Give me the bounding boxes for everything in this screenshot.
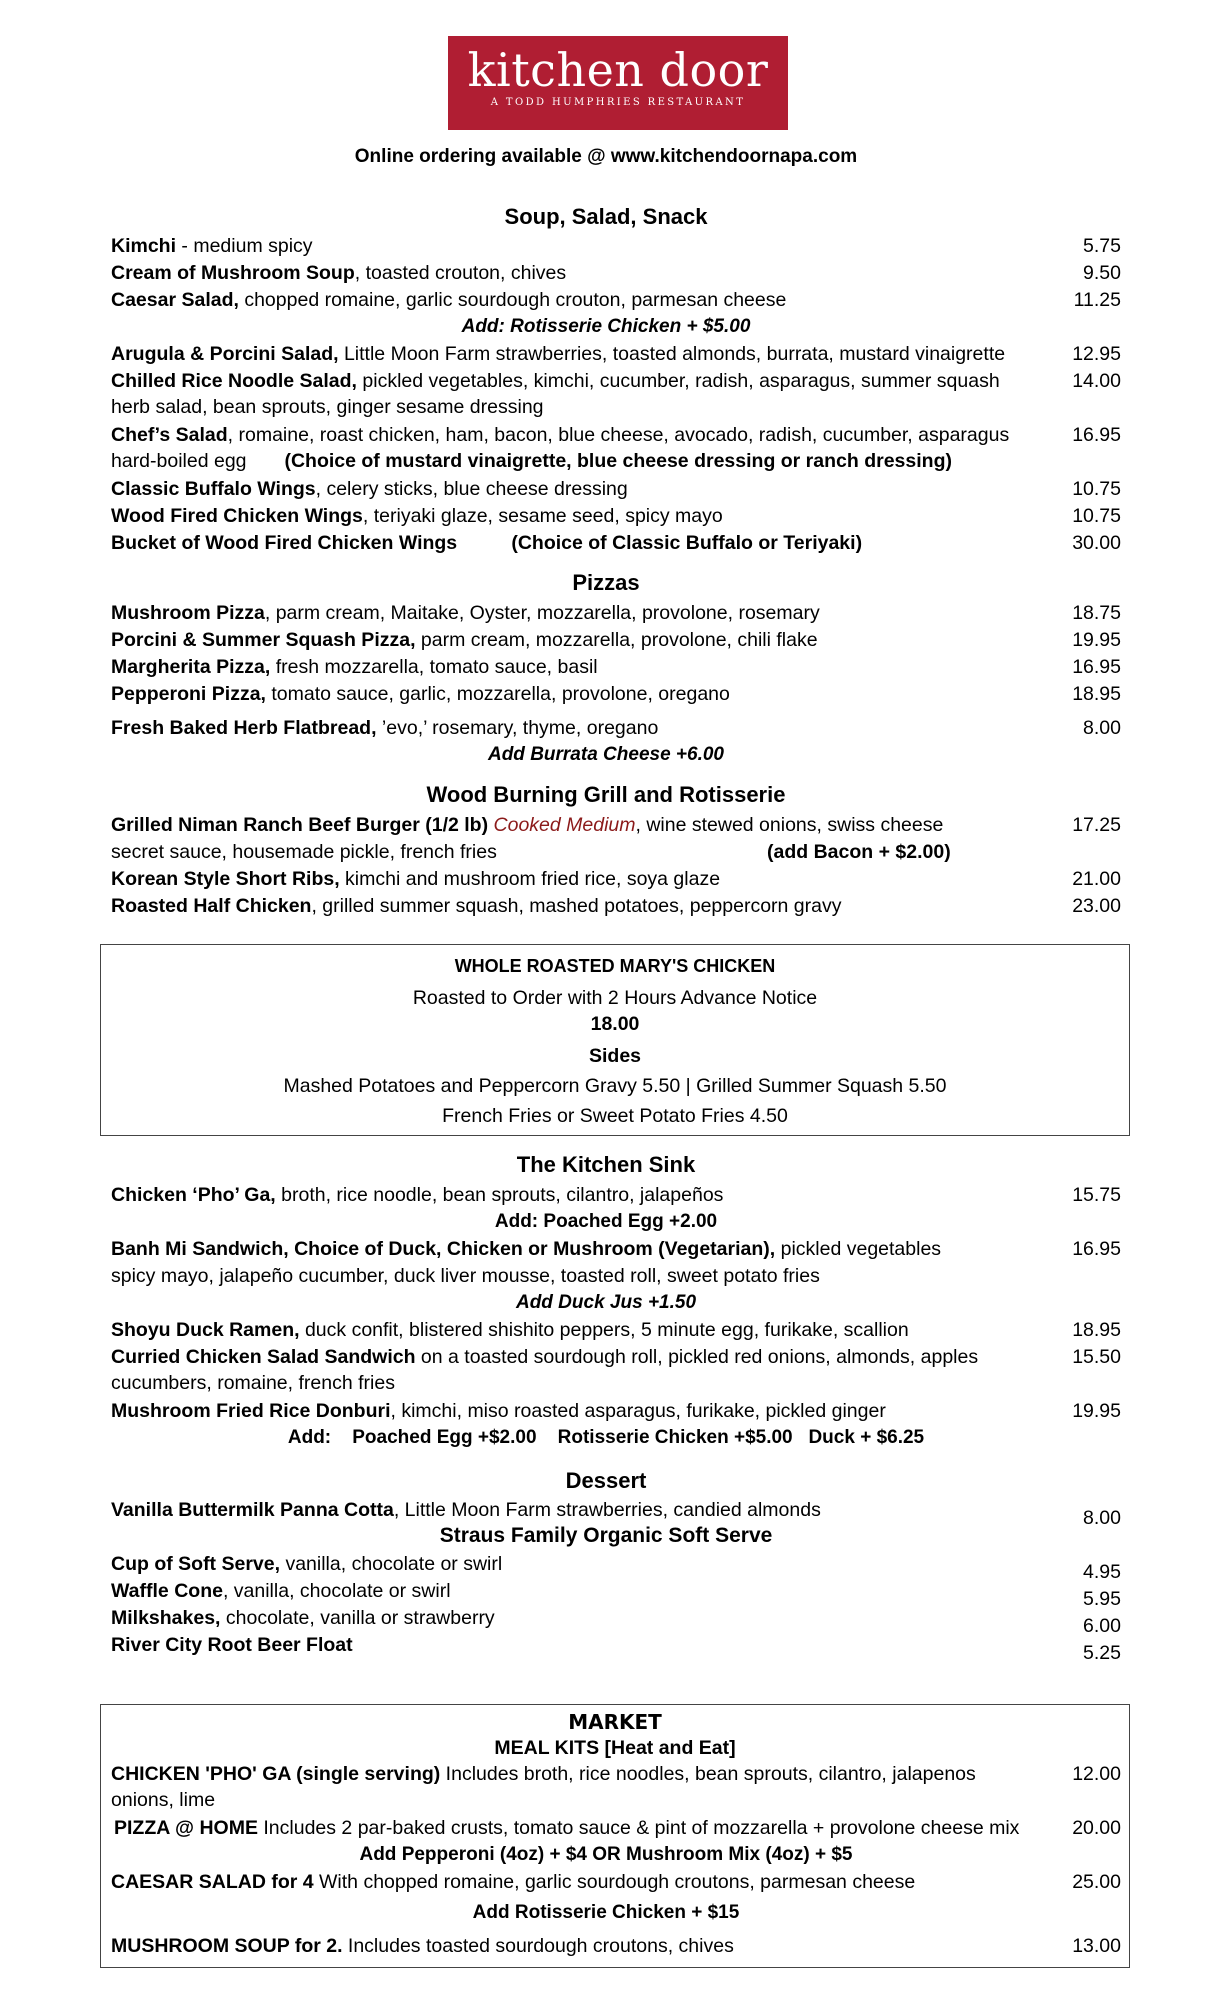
addon-note: Add: Rotisserie Chicken + $5.00 bbox=[461, 316, 751, 337]
sides-line: French Fries or Sweet Potato Fries 4.50 bbox=[442, 1105, 788, 1127]
box-text: Roasted to Order with 2 Hours Advance Notice bbox=[412, 987, 818, 1009]
menu-item: Chicken ‘Pho’ Ga, broth, rice noodle, bean sprouts, cilantro, jalapeños 15.75 bbox=[111, 1184, 1121, 1206]
menu-item: Arugula & Porcini Salad, Little Moon Farm strawberries, toasted almonds, burrata, mustard vinaigrette 12.95 bbox=[111, 343, 1121, 365]
market-subtitle: MEAL KITS [Heat and Eat] bbox=[494, 1737, 736, 1759]
menu-item: Wood Fired Chicken Wings, teriyaki glaze, sesame seed, spicy mayo 10.75 bbox=[111, 505, 1121, 527]
menu-item: River City Root Beer Float 5.25 bbox=[111, 1634, 1121, 1664]
market-item: CAESAR SALAD for 4 With chopped romaine, garlic sourdough croutons, parmesan cheese 25.00 bbox=[111, 1871, 1121, 1893]
menu-item: Curried Chicken Salad Sandwich on a toasted sourdough roll, pickled red onions, almonds, apples cucumbers, romaine, french fries 15.50 bbox=[111, 1346, 1121, 1394]
sides-title: Sides bbox=[588, 1045, 642, 1067]
online-ordering-note: Online ordering available @ www.kitchendoornapa.com bbox=[354, 146, 858, 167]
addon-note: Add Duck Jus +1.50 bbox=[515, 1292, 697, 1313]
market-item: CHICKEN 'PHO' GA (single serving) Includes broth, rice noodles, bean sprouts, cilantro, jalapenos onions, lime 12.00 bbox=[111, 1763, 1121, 1811]
menu-item: Roasted Half Chicken, grilled summer squash, mashed potatoes, peppercorn gravy 23.00 bbox=[111, 895, 1121, 917]
menu-item: Vanilla Buttermilk Panna Cotta, Little Moon Farm strawberries, candied almonds 8.00 bbox=[111, 1499, 1121, 1529]
logo-name: kitchen door bbox=[467, 43, 769, 97]
addon-note: Add: Poached Egg +2.00 bbox=[494, 1211, 718, 1232]
menu-item: Classic Buffalo Wings, celery sticks, blue cheese dressing 10.75 bbox=[111, 478, 1121, 500]
box-price: 18.00 bbox=[590, 1013, 640, 1035]
market-item: PIZZA @ HOME Includes 2 par-baked crusts, tomato sauce & pint of mozzarella + provolone cheese mix 20.00 bbox=[114, 1817, 1121, 1839]
menu-item: Cup of Soft Serve, vanilla, chocolate or swirl 4.95 bbox=[111, 1553, 1121, 1583]
section-title-dessert: Dessert bbox=[565, 1468, 647, 1493]
menu-item: Porcini & Summer Squash Pizza, parm cream, mozzarella, provolone, chili flake 19.95 bbox=[111, 629, 1121, 651]
whole-chicken-box bbox=[100, 944, 1130, 1136]
menu-item: Fresh Baked Herb Flatbread, ’evo,’ rosemary, thyme, oregano 8.00 bbox=[111, 717, 1121, 739]
menu-item: Korean Style Short Ribs, kimchi and mushroom fried rice, soya glaze 21.00 bbox=[111, 868, 1121, 890]
addon-note: Add Burrata Cheese +6.00 bbox=[487, 744, 724, 765]
menu-item: Mushroom Fried Rice Donburi, kimchi, miso roasted asparagus, furikake, pickled ginger 19.95 bbox=[111, 1400, 1121, 1422]
market-title: MARKET bbox=[568, 1710, 662, 1734]
menu-item-continued: spicy mayo, jalapeño cucumber, duck liver mousse, toasted roll, sweet potato fries bbox=[111, 1265, 820, 1287]
menu-item: Pepperoni Pizza, tomato sauce, garlic, mozzarella, provolone, oregano 18.95 bbox=[111, 683, 1121, 705]
menu-item-continued: secret sauce, housemade pickle, french fries (add Bacon + $2.00) bbox=[111, 841, 951, 863]
market-item: MUSHROOM SOUP for 2. Includes toasted sourdough croutons, chives 13.00 bbox=[111, 1935, 1121, 1957]
addon-note: Add Pepperoni (4oz) + $4 OR Mushroom Mix (4oz) + $5 bbox=[359, 1844, 853, 1865]
menu-item: Waffle Cone, vanilla, chocolate or swirl 5.95 bbox=[111, 1580, 1121, 1610]
section-title-soup: Soup, Salad, Snack bbox=[504, 204, 708, 229]
menu-item: Chilled Rice Noodle Salad, pickled vegetables, kimchi, cucumber, radish, asparagus, summer squash herb salad, bean sprouts, ginger sesame dressing 14.00 bbox=[111, 370, 1121, 418]
menu-item: Milkshakes, chocolate, vanilla or strawberry 6.00 bbox=[111, 1607, 1121, 1637]
menu-item: Chef’s Salad, romaine, roast chicken, ham, bacon, blue cheese, avocado, radish, cucumber, asparagus hard-boiled egg (Choice of mustard vinaigrette, blue cheese dressing or ranch dressing) 16.95 bbox=[111, 424, 1121, 472]
menu-item: Bucket of Wood Fired Chicken Wings (Choice of Classic Buffalo or Teriyaki) 30.00 bbox=[111, 532, 1121, 554]
menu-item: Grilled Niman Ranch Beef Burger (1/2 lb) Cooked Medium, wine stewed onions, swiss cheese 17.25 bbox=[111, 814, 1121, 836]
restaurant-logo bbox=[448, 36, 788, 130]
logo-tagline: A TODD HUMPHRIES RESTAURANT bbox=[490, 97, 746, 108]
menu-item: Caesar Salad, chopped romaine, garlic sourdough crouton, parmesan cheese 11.25 bbox=[111, 289, 1121, 311]
soft-serve-title: Straus Family Organic Soft Serve bbox=[439, 1524, 773, 1547]
box-title: WHOLE ROASTED MARY'S CHICKEN bbox=[454, 956, 776, 976]
menu-item: Shoyu Duck Ramen, duck confit, blistered shishito peppers, 5 minute egg, furikake, scallion 18.95 bbox=[111, 1319, 1121, 1341]
sides-line: Mashed Potatoes and Peppercorn Gravy 5.50 | Grilled Summer Squash 5.50 bbox=[283, 1075, 947, 1097]
menu-item: Margherita Pizza, fresh mozzarella, tomato sauce, basil 16.95 bbox=[111, 656, 1121, 678]
menu-item: Mushroom Pizza, parm cream, Maitake, Oyster, mozzarella, provolone, rosemary 18.75 bbox=[111, 602, 1121, 624]
section-title-grill: Wood Burning Grill and Rotisserie bbox=[426, 782, 786, 807]
addon-note: Add: Poached Egg +$2.00 Rotisserie Chicken +$5.00 Duck + $6.25 bbox=[287, 1427, 925, 1448]
menu-item: Kimchi - medium spicy 5.75 bbox=[111, 235, 1121, 257]
addon-note: Add Rotisserie Chicken + $15 bbox=[472, 1902, 740, 1923]
section-title-sink: The Kitchen Sink bbox=[516, 1152, 696, 1177]
menu-item: Banh Mi Sandwich, Choice of Duck, Chicken or Mushroom (Vegetarian), pickled vegetables 16.95 bbox=[111, 1238, 1121, 1260]
section-title-pizzas: Pizzas bbox=[572, 570, 640, 595]
menu-item: Cream of Mushroom Soup, toasted crouton, chives 9.50 bbox=[111, 262, 1121, 284]
